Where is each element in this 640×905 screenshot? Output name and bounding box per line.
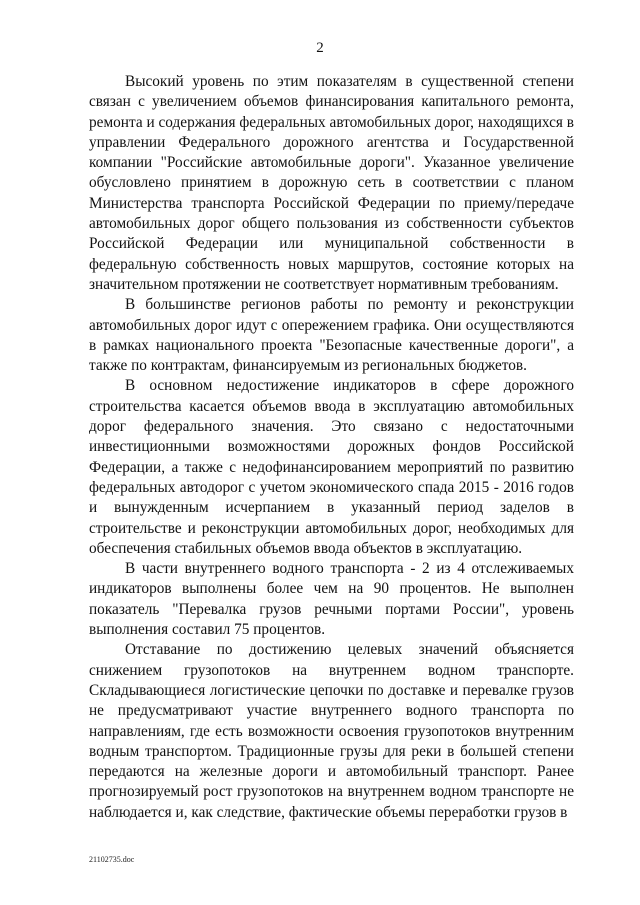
paragraph-2: В большинстве регионов работы по ремонту и реконструкции автомобильных дорог идут с опережением графика. Они осуществляются в рамках национального проекта "Безопасные качественные дороги", а также по контрактам, финансируемым из региональных бюджетов. (89, 296, 574, 375)
paragraph-3: В основном недостижение индикаторов в сфере дорожного строительства касается объемов ввода в эксплуатацию автомобильных дорог федерального значения. Это связано с недостаточными инвестиционными возможностями дорожных фондов Российской Федерации, а также с недофинансированием мероприятий по развитию федеральных автодорог с учетом экономического спада 2015 - 2016 годов и вынужденным исчерпанием в указанный период заделов в строительстве и реконструкции автомобильных дорог, необходимых для обеспечения стабильных объемов ввода объектов в эксплуатацию. (89, 377, 574, 557)
paragraph-1: Высокий уровень по этим показателям в существенной степени связан с увеличением объемов финансирования капитального ремонта, ремонта и содержания федеральных автомобильных дорог, находящихся в управлении Федерального дорожного агентства и Государственной компании "Российские автомобильные дороги". Указанное увеличение обусловлено принятием в дорожную сеть в соответствии с планом Министерства транспорта Российской Федерации по приему/передаче автомобильных дорог общего пользования из собственности субъектов Российской Федерации или муниципальной собственности в федеральную собственность новых маршрутов, состояние которых на значительном протяжении не соответствует нормативным требованиям. (89, 73, 574, 293)
paragraph-5: Отставание по достижению целевых значений объясняется снижением грузопотоков на внутреннем водном транспорте. Складывающиеся логистические цепочки по доставке и перевалке грузов не предусматривают участие внутреннего водного транспорта по направлениям, где есть возможности освоения грузопотоков внутренним водным транспортом. Традиционные грузы для реки в большей степени передаются на железные дороги и автомобильный транспорт. Ранее прогнозируемый рост грузопотоков на внутреннем водном транспорте не наблюдается и, как следствие, фактические объемы переработки грузов в (89, 641, 574, 821)
page-number: 2 (316, 40, 324, 56)
footer-filename: 21102735.doc (89, 855, 135, 864)
paragraph-4: В части внутреннего водного транспорта - 2 из 4 отслеживаемых индикаторов выполнены более чем на 90 процентов. Не выполнен показатель "Перевалка грузов речными портами России", уровень выполнения составил 75 процентов. (89, 560, 574, 639)
document-body (89, 72, 574, 823)
